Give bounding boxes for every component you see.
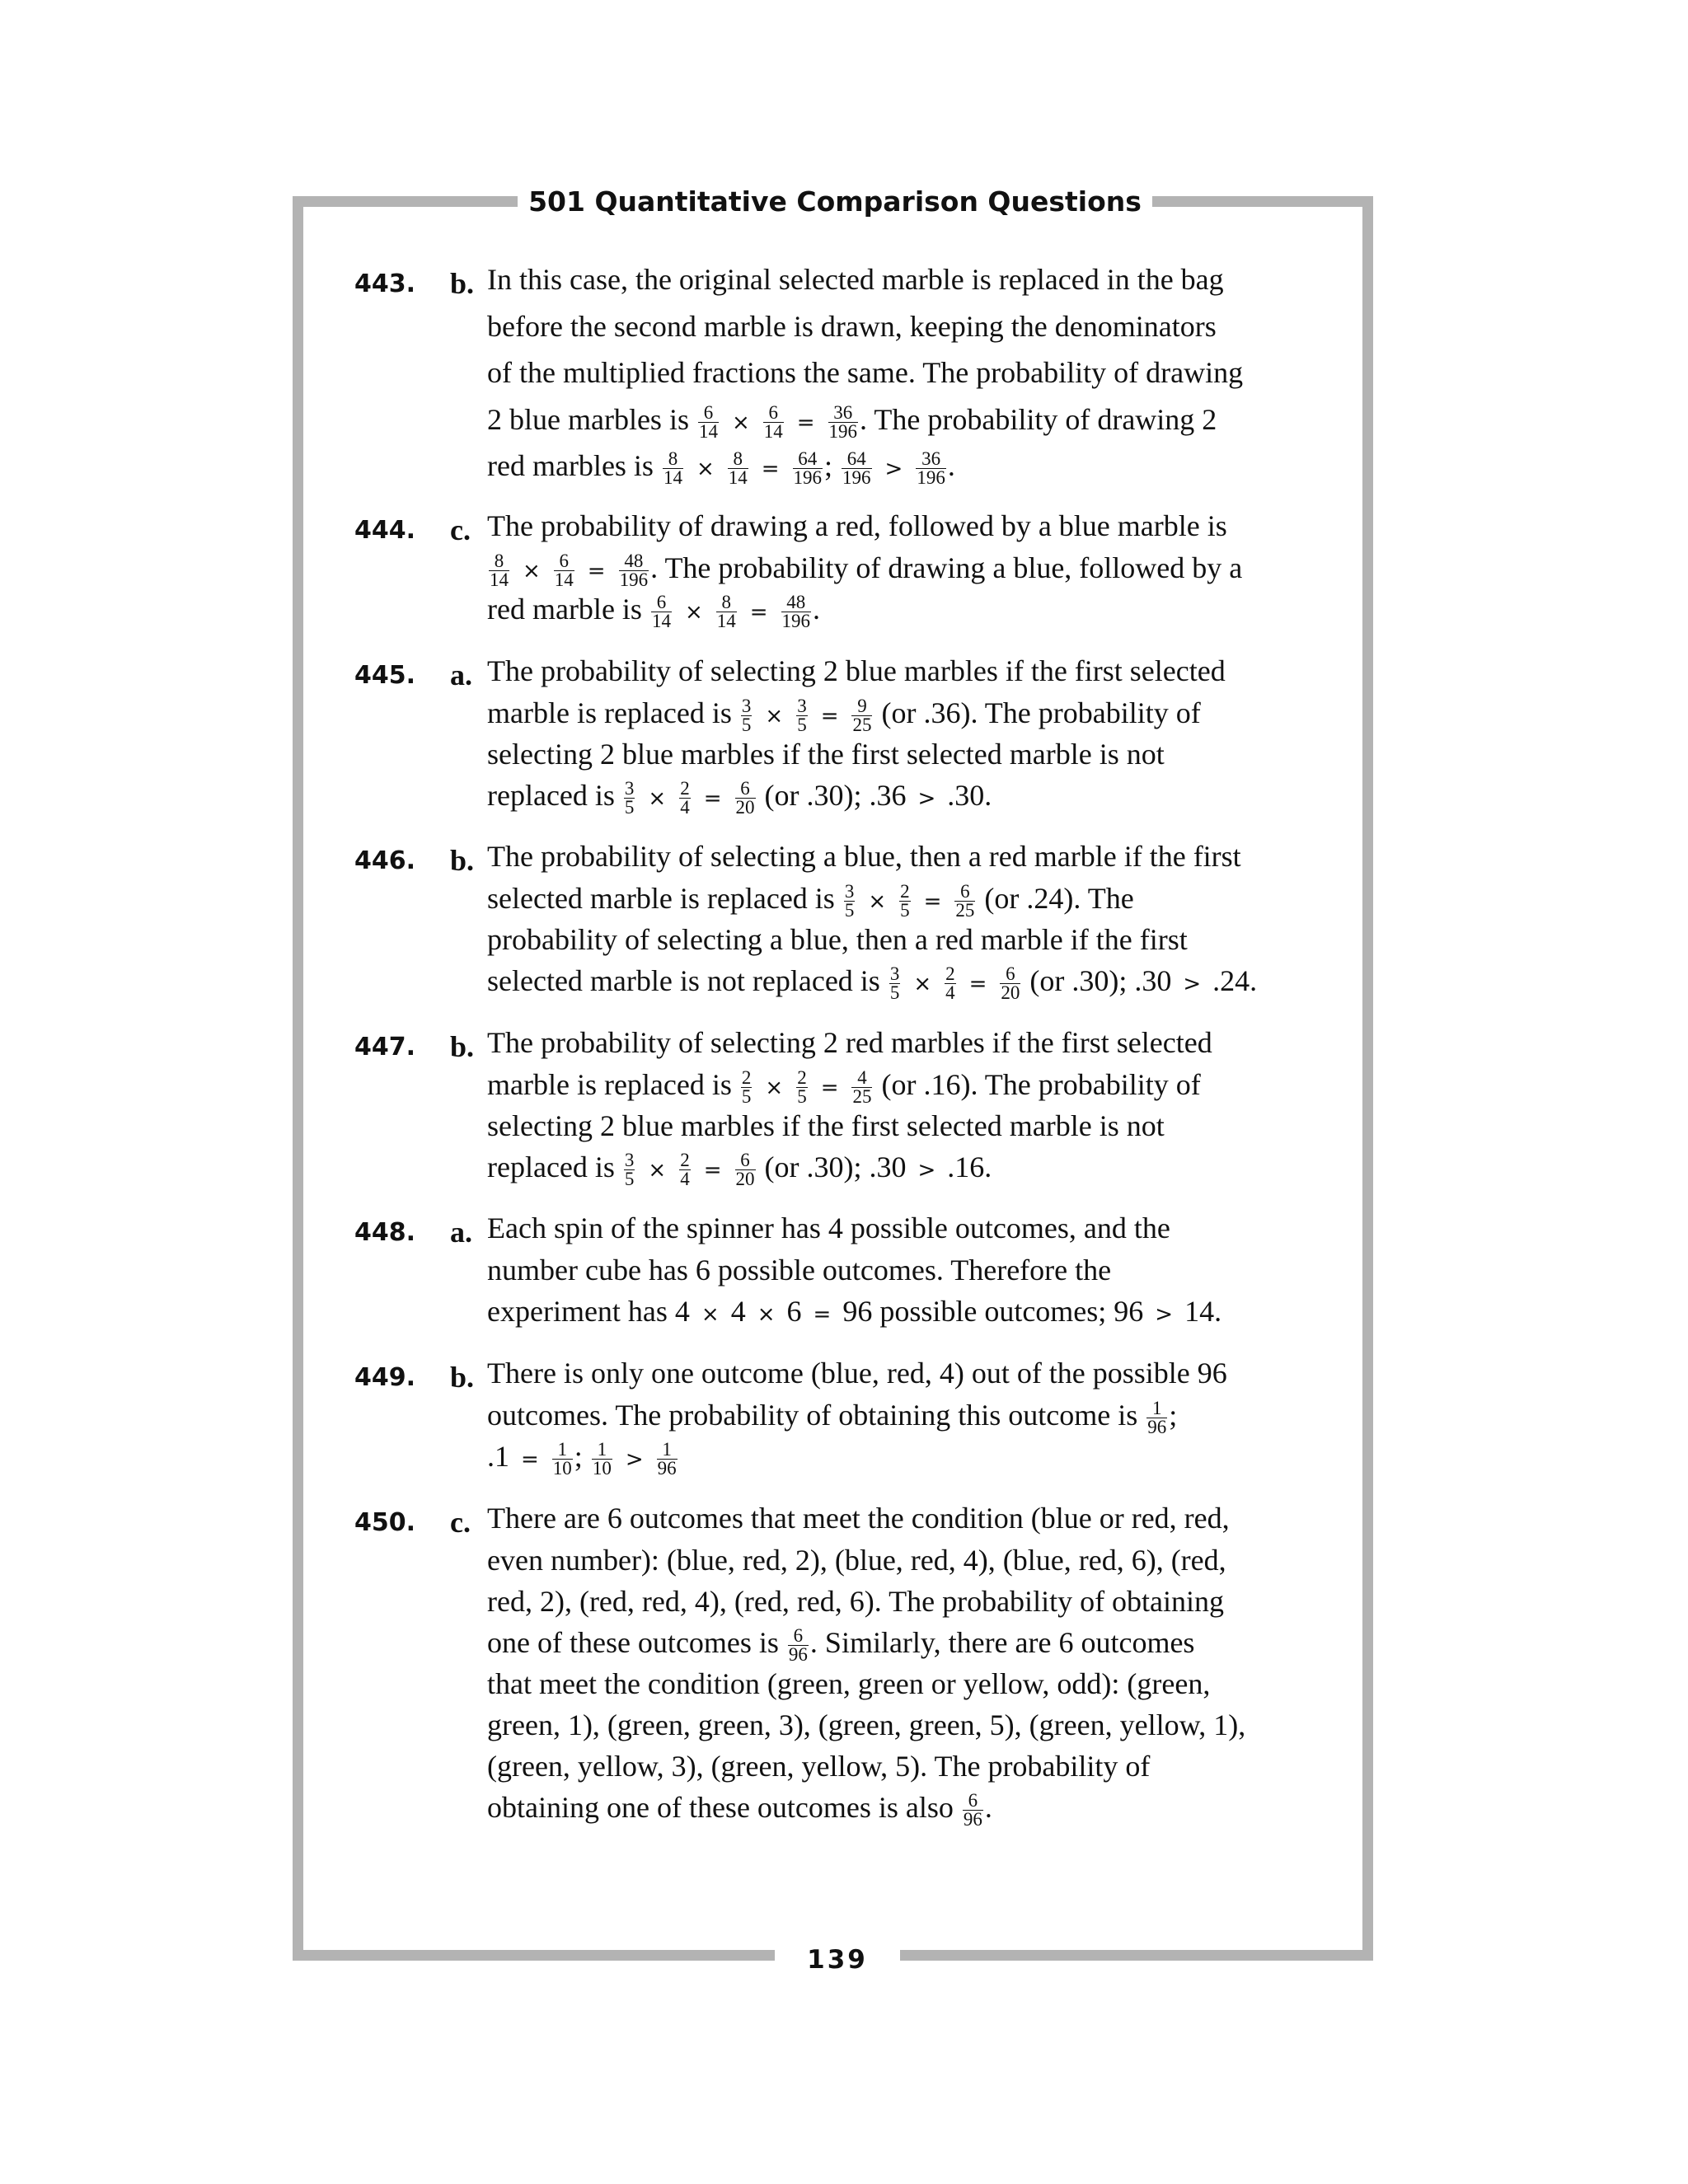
answer-letter: c.	[450, 1506, 471, 1539]
fraction-denominator: 196	[842, 467, 871, 488]
explanation-line: .1 = $\frac{1}{10}$ ; $\frac{1}{10}$ > $\frac{1}{96}$	[487, 1439, 677, 1479]
fraction-denominator: 14	[716, 611, 736, 631]
explanation-line: 2 blue marbles is $\frac{6}{14}$ × $\frac{6}{14}$ = $\frac{36}{196}$ . The probability of drawing 2	[487, 402, 1217, 442]
fraction-denominator: 5	[624, 1169, 635, 1189]
fraction-numerator: 3	[844, 881, 855, 902]
answer-letter: b.	[450, 1030, 475, 1063]
math-operator: >	[917, 786, 936, 811]
answer-letter: b.	[450, 267, 475, 300]
fraction-denominator: 196	[619, 569, 649, 590]
fraction	[788, 1627, 809, 1664]
fraction-denominator: 20	[735, 797, 755, 818]
math-operator: ×	[765, 704, 784, 729]
explanation-line: $\frac{8}{14}$ × $\frac{6}{14}$ = $\frac{48}{196}$ . The probability of drawing a blue, followed by a	[490, 551, 1243, 590]
math-operator: =	[923, 889, 942, 914]
fraction-numerator: 8	[728, 450, 748, 469]
explanation-line: red marbles is $\frac{8}{14}$ × $\frac{8}{14}$ = $\frac{64}{196}$ ; $\frac{64}{196}$ > $\frac{36}{196}$ .	[487, 448, 955, 488]
fraction-denominator: 5	[797, 715, 807, 735]
fraction	[624, 780, 635, 817]
fraction-denominator: 25	[955, 900, 975, 921]
fraction-numerator: 3	[889, 963, 900, 984]
fraction-denominator: 14	[651, 611, 671, 631]
fraction-denominator: 196	[917, 467, 945, 488]
fraction-denominator: 196	[828, 421, 858, 442]
explanation-line: probability of selecting a blue, then a red marble if the first	[487, 923, 1188, 956]
math-operator: ×	[701, 1302, 720, 1327]
fraction-numerator: 2	[680, 1150, 690, 1170]
fraction-denominator: 5	[889, 982, 900, 1003]
fraction-denominator: 14	[763, 421, 783, 442]
explanation-line: In this case, the original selected marble is replaced in the bag	[487, 263, 1224, 296]
fraction-denominator: 4	[945, 982, 955, 1003]
fraction	[624, 1151, 635, 1188]
explanation-line: that meet the condition (green, green or yellow, odd): (green,	[487, 1667, 1211, 1700]
fraction-denominator: 25	[852, 715, 872, 735]
fraction	[728, 450, 748, 487]
math-operator: ×	[648, 1158, 667, 1183]
fraction-numerator: 6	[963, 1792, 983, 1811]
math-operator: =	[796, 410, 815, 435]
fraction-denominator: 96	[788, 1644, 808, 1665]
fraction-denominator: 14	[663, 467, 682, 488]
fraction-numerator: 6	[954, 883, 975, 902]
fraction	[899, 883, 911, 920]
fraction-denominator: 10	[552, 1458, 572, 1479]
math-operator: >	[1183, 972, 1202, 996]
fraction-numerator: 2	[900, 881, 910, 902]
math-operator: =	[820, 1076, 839, 1100]
math-operator: ×	[523, 559, 541, 583]
explanation-line: marble is replaced is $\frac{2}{5}$ × $\frac{2}{5}$ = $\frac{4}{25}$ (or .16). The probability of	[487, 1067, 1201, 1107]
explanation-line: selecting 2 blue marbles if the first selected marble is not	[487, 1109, 1165, 1142]
answer-letter: b.	[450, 844, 475, 877]
fraction-numerator: 6	[763, 404, 784, 423]
question-number: 449.	[354, 1363, 416, 1392]
fraction-numerator: 64	[842, 450, 872, 469]
fraction	[763, 404, 784, 441]
math-operator: =	[761, 457, 780, 481]
fraction-denominator: 196	[781, 611, 811, 631]
explanation-line: There is only one outcome (blue, red, 4) out of the possible 96	[487, 1357, 1227, 1390]
fraction	[963, 1792, 983, 1829]
explanation-line: outcomes. The probability of obtaining this outcome is $\frac{1}{96}$ ;	[487, 1398, 1178, 1437]
fraction-denominator: 20	[1001, 982, 1020, 1003]
explanation-line: red marble is $\frac{6}{14}$ × $\frac{8}{14}$ = $\frac{48}{196}$ .	[487, 592, 821, 631]
fraction-numerator: 48	[619, 552, 649, 571]
fraction	[619, 552, 649, 589]
fraction	[554, 552, 574, 589]
fraction-numerator: 1	[552, 1441, 573, 1460]
math-operator: ×	[648, 786, 667, 811]
math-operator: =	[968, 972, 987, 996]
fraction	[735, 1151, 756, 1188]
question-number: 444.	[354, 516, 416, 545]
question-number: 445.	[354, 661, 416, 690]
fraction-numerator: 2	[797, 1067, 807, 1088]
explanation-line: obtaining one of these outcomes is also $\frac{6}{96}$ .	[487, 1790, 992, 1830]
math-operator: =	[749, 600, 768, 625]
fraction-numerator: 48	[781, 593, 812, 612]
explanation-line: red, 2), (red, red, 4), (red, red, 6). The probability of obtaining	[487, 1585, 1225, 1618]
fraction-denominator: 14	[554, 569, 574, 590]
fraction	[735, 780, 756, 817]
fraction-denominator: 4	[680, 1169, 690, 1189]
fraction	[781, 593, 812, 630]
math-operator: ×	[731, 410, 750, 435]
fraction	[679, 780, 691, 817]
explanation-line: The probability of selecting a blue, then a red marble if the first	[487, 840, 1241, 873]
math-operator: >	[625, 1447, 644, 1472]
question-number: 446.	[354, 846, 416, 875]
fraction-denominator: 10	[592, 1458, 612, 1479]
fraction-denominator: 5	[624, 797, 635, 818]
math-operator: >	[1155, 1302, 1174, 1327]
fraction	[796, 1069, 808, 1106]
fraction-numerator: 6	[698, 404, 719, 423]
explanation-line: The probability of selecting 2 blue marbles if the first selected	[487, 654, 1226, 687]
fraction	[945, 965, 956, 1002]
fraction-denominator: 5	[844, 900, 855, 921]
fraction-numerator: 6	[1000, 965, 1020, 984]
fraction-numerator: 8	[663, 450, 683, 469]
math-operator: =	[703, 786, 722, 811]
question-number: 447.	[354, 1033, 416, 1062]
fraction	[663, 450, 683, 487]
math-operator: ×	[913, 972, 932, 996]
fraction	[651, 593, 672, 630]
fraction	[1000, 965, 1020, 1002]
fraction-numerator: 1	[657, 1441, 678, 1460]
fraction-numerator: 9	[851, 697, 872, 716]
answer-letter: b.	[450, 1361, 475, 1394]
fraction-numerator: 2	[680, 778, 690, 799]
fraction-denominator: 5	[900, 900, 910, 921]
fraction-denominator: 14	[490, 569, 509, 590]
explanation-line: replaced is $\frac{3}{5}$ × $\frac{2}{4}$ = $\frac{6}{20}$ (or .30); .36 > .30.	[487, 778, 992, 818]
fraction-numerator: 2	[945, 963, 955, 984]
fraction	[954, 883, 975, 920]
answer-letter: a.	[450, 1216, 472, 1249]
math-operator: =	[521, 1447, 539, 1472]
explanation-line: The probability of drawing a red, followed by a blue marble is	[487, 509, 1227, 542]
fraction-denominator: 96	[657, 1458, 677, 1479]
fraction-numerator: 6	[788, 1627, 809, 1646]
explanation-line: selecting 2 blue marbles if the first selected marble is not	[487, 738, 1165, 771]
fraction-numerator: 6	[651, 593, 672, 612]
explanation-line: before the second marble is drawn, keeping the denominators	[487, 310, 1217, 343]
fraction-numerator: 6	[554, 552, 574, 571]
explanation-line: of the multiplied fractions the same. The probability of drawing	[487, 356, 1244, 389]
fraction-numerator: 2	[741, 1067, 752, 1088]
fraction-numerator: 6	[735, 780, 756, 799]
fraction	[828, 404, 859, 441]
fraction	[793, 450, 823, 487]
answer-letter: c.	[450, 513, 471, 546]
fraction-numerator: 8	[489, 552, 509, 571]
explanation-line: selected marble is not replaced is $\frac{3}{5}$ × $\frac{2}{4}$ = $\frac{6}{20}$ (or .30); .30 > .24.	[487, 963, 1258, 1003]
fraction-numerator: 6	[735, 1151, 756, 1170]
fraction	[741, 697, 753, 734]
math-operator: ×	[684, 600, 703, 625]
explanation-line: even number): (blue, red, 2), (blue, red, 4), (blue, red, 6), (red,	[487, 1544, 1226, 1577]
math-operator: ×	[696, 457, 715, 481]
fraction-denominator: 14	[728, 467, 748, 488]
fraction-denominator: 5	[741, 715, 752, 735]
math-operator: =	[587, 559, 606, 583]
fraction-denominator: 5	[741, 1086, 752, 1107]
explanation-line: marble is replaced is $\frac{3}{5}$ × $\frac{3}{5}$ = $\frac{9}{25}$ (or .36). The probability of	[487, 696, 1201, 735]
math-operator: =	[820, 704, 839, 729]
fraction	[1146, 1399, 1167, 1436]
explanation-line: selected marble is replaced is $\frac{3}{5}$ × $\frac{2}{5}$ = $\frac{6}{25}$ (or .24). The	[487, 881, 1134, 921]
explanation-line: replaced is $\frac{3}{5}$ × $\frac{2}{4}$ = $\frac{6}{20}$ (or .30); .30 > .16.	[487, 1150, 992, 1189]
fraction	[679, 1151, 691, 1188]
fraction-numerator: 1	[592, 1441, 612, 1460]
question-number: 443.	[354, 269, 416, 298]
fraction-numerator: 36	[828, 404, 859, 423]
explanation-line: number cube has 6 possible outcomes. Therefore the	[487, 1254, 1112, 1286]
fraction	[657, 1441, 678, 1478]
explanation-line: green, 1), (green, green, 3), (green, green, 5), (green, yellow, 1),	[487, 1708, 1246, 1741]
fraction-denominator: 14	[698, 421, 718, 442]
fraction-numerator: 3	[797, 696, 807, 716]
math-operator: ×	[765, 1076, 784, 1100]
fraction	[842, 450, 872, 487]
fraction	[716, 593, 737, 630]
fraction-denominator: 4	[680, 797, 690, 818]
math-operator: >	[917, 1158, 936, 1183]
explanation-line: The probability of selecting 2 red marbles if the first selected	[487, 1026, 1212, 1059]
fraction-numerator: 3	[741, 696, 752, 716]
math-operator: ×	[757, 1302, 776, 1327]
fraction	[552, 1441, 573, 1478]
fraction-denominator: 5	[797, 1086, 807, 1107]
fraction	[698, 404, 719, 441]
fraction-numerator: 36	[916, 450, 946, 469]
fraction	[851, 1069, 872, 1106]
math-operator: >	[884, 457, 903, 481]
explanation-line: one of these outcomes is $\frac{6}{96}$ . Similarly, there are 6 outcomes	[487, 1625, 1195, 1665]
question-number: 448.	[354, 1218, 416, 1247]
explanation-line: There are 6 outcomes that meet the condition (blue or red, red,	[487, 1502, 1230, 1535]
fraction-denominator: 96	[963, 1809, 982, 1830]
explanation-line: experiment has 4 × 4 × 6 = 96 possible outcomes; 96 > 14.	[487, 1295, 1222, 1328]
explanation-line: (green, yellow, 3), (green, yellow, 5). The probability of	[487, 1750, 1151, 1783]
fraction	[592, 1441, 612, 1478]
math-operator: =	[703, 1158, 722, 1183]
fraction	[844, 883, 856, 920]
fraction-numerator: 3	[624, 1150, 635, 1170]
fraction-numerator: 4	[851, 1069, 872, 1088]
fraction-denominator: 196	[793, 467, 823, 488]
fraction	[889, 965, 901, 1002]
math-operator: ×	[868, 889, 887, 914]
page-header-title: 501 Quantitative Comparison Questions	[528, 185, 1142, 218]
fraction-denominator: 96	[1147, 1417, 1167, 1437]
fraction-numerator: 8	[716, 593, 737, 612]
fraction	[916, 450, 946, 487]
fraction-denominator: 20	[735, 1169, 755, 1189]
fraction	[796, 697, 808, 734]
answer-letter: a.	[450, 658, 472, 691]
fraction	[851, 697, 872, 734]
fraction-numerator: 3	[624, 778, 635, 799]
question-number: 450.	[354, 1508, 416, 1537]
page-number: 139	[807, 1945, 868, 1975]
explanation-line: Each spin of the spinner has 4 possible outcomes, and the	[487, 1212, 1170, 1244]
fraction-numerator: 1	[1146, 1399, 1167, 1418]
fraction-denominator: 25	[852, 1086, 872, 1107]
fraction-numerator: 64	[793, 450, 823, 469]
fraction	[489, 552, 509, 589]
math-operator: =	[813, 1302, 832, 1327]
fraction	[741, 1069, 753, 1106]
